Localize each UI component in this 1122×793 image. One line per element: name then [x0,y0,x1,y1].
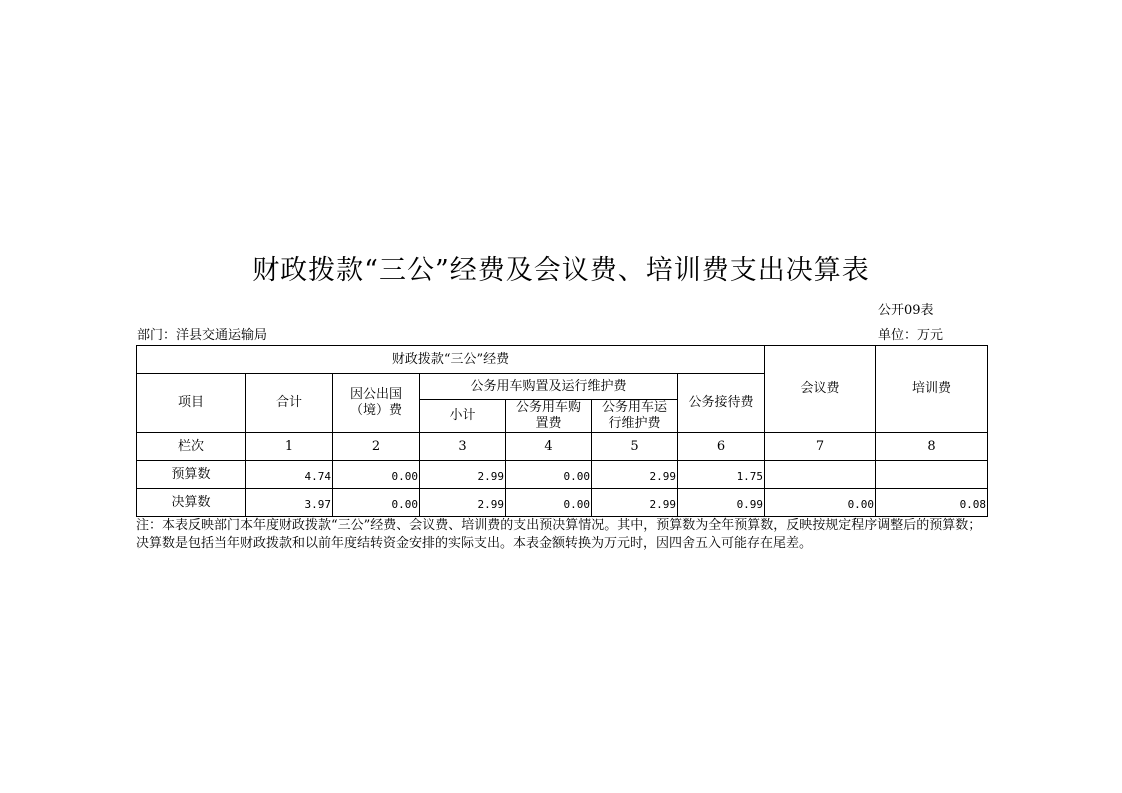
budget-meeting [765,461,876,489]
actual-row [137,489,988,517]
column-number: 3 [420,433,506,461]
budget-training [876,461,988,489]
column-number: 4 [506,433,592,461]
budget-abroad: 0.00 [333,461,420,489]
column-number: 2 [333,433,420,461]
header-abroad: 因公出国（境）费 [333,374,420,433]
row-label-budget: 预算数 [137,461,246,489]
header-item: 项目 [137,374,246,433]
actual-vehicle-subtotal: 2.99 [420,489,506,517]
column-number: 5 [592,433,678,461]
unit-label: 单位：万元 [878,328,944,343]
column-number: 6 [678,433,765,461]
department-label: 部门：洋县交通运输局 [137,328,268,343]
actual-vehicle-purchase: 0.00 [506,489,592,517]
header-total: 合计 [246,374,333,433]
header-subtotal: 小计 [420,400,506,433]
form-number: 公开09表 [878,303,934,318]
actual-abroad: 0.00 [333,489,420,517]
header-reception: 公务接待费 [678,374,765,433]
actual-meeting: 0.00 [765,489,876,517]
header-three-public: 财政拨款“三公”经费 [137,346,765,374]
budget-row [137,461,988,489]
column-number: 8 [876,433,988,461]
column-index-row [137,433,988,461]
header-training-fee: 培训费 [876,346,988,433]
actual-total: 3.97 [246,489,333,517]
budget-vehicle-purchase: 0.00 [506,461,592,489]
header-vehicle: 公务用车购置及运行维护费 [420,374,678,400]
actual-vehicle-operation: 2.99 [592,489,678,517]
header-meeting-fee: 会议费 [765,346,876,433]
expenditure-table [136,345,988,517]
column-number: 7 [765,433,876,461]
budget-vehicle-operation: 2.99 [592,461,678,489]
column-index-label: 栏次 [137,433,246,461]
report-title: 财政拨款“三公”经费及会议费、培训费支出决算表 [252,255,870,286]
actual-training: 0.08 [876,489,988,517]
header-row-1 [137,346,988,374]
budget-vehicle-subtotal: 2.99 [420,461,506,489]
budget-total: 4.74 [246,461,333,489]
table-note: 注：本表反映部门本年度财政拨款“三公”经费、会议费、培训费的支出预决算情况。其中，预算数为全年预算数，反映按规定程序调整后的预算数；决算数是包括当年财政拨款和以前年度结转资金安排的实际支出。本表金额转换为万元时，因四舍五入可能存在尾差。 [136,518,982,551]
header-vehicle-purchase: 公务用车购置费 [506,400,592,433]
column-number: 1 [246,433,333,461]
header-vehicle-operation: 公务用车运行维护费 [592,400,678,433]
actual-reception: 0.99 [678,489,765,517]
budget-reception: 1.75 [678,461,765,489]
row-label-actual: 决算数 [137,489,246,517]
